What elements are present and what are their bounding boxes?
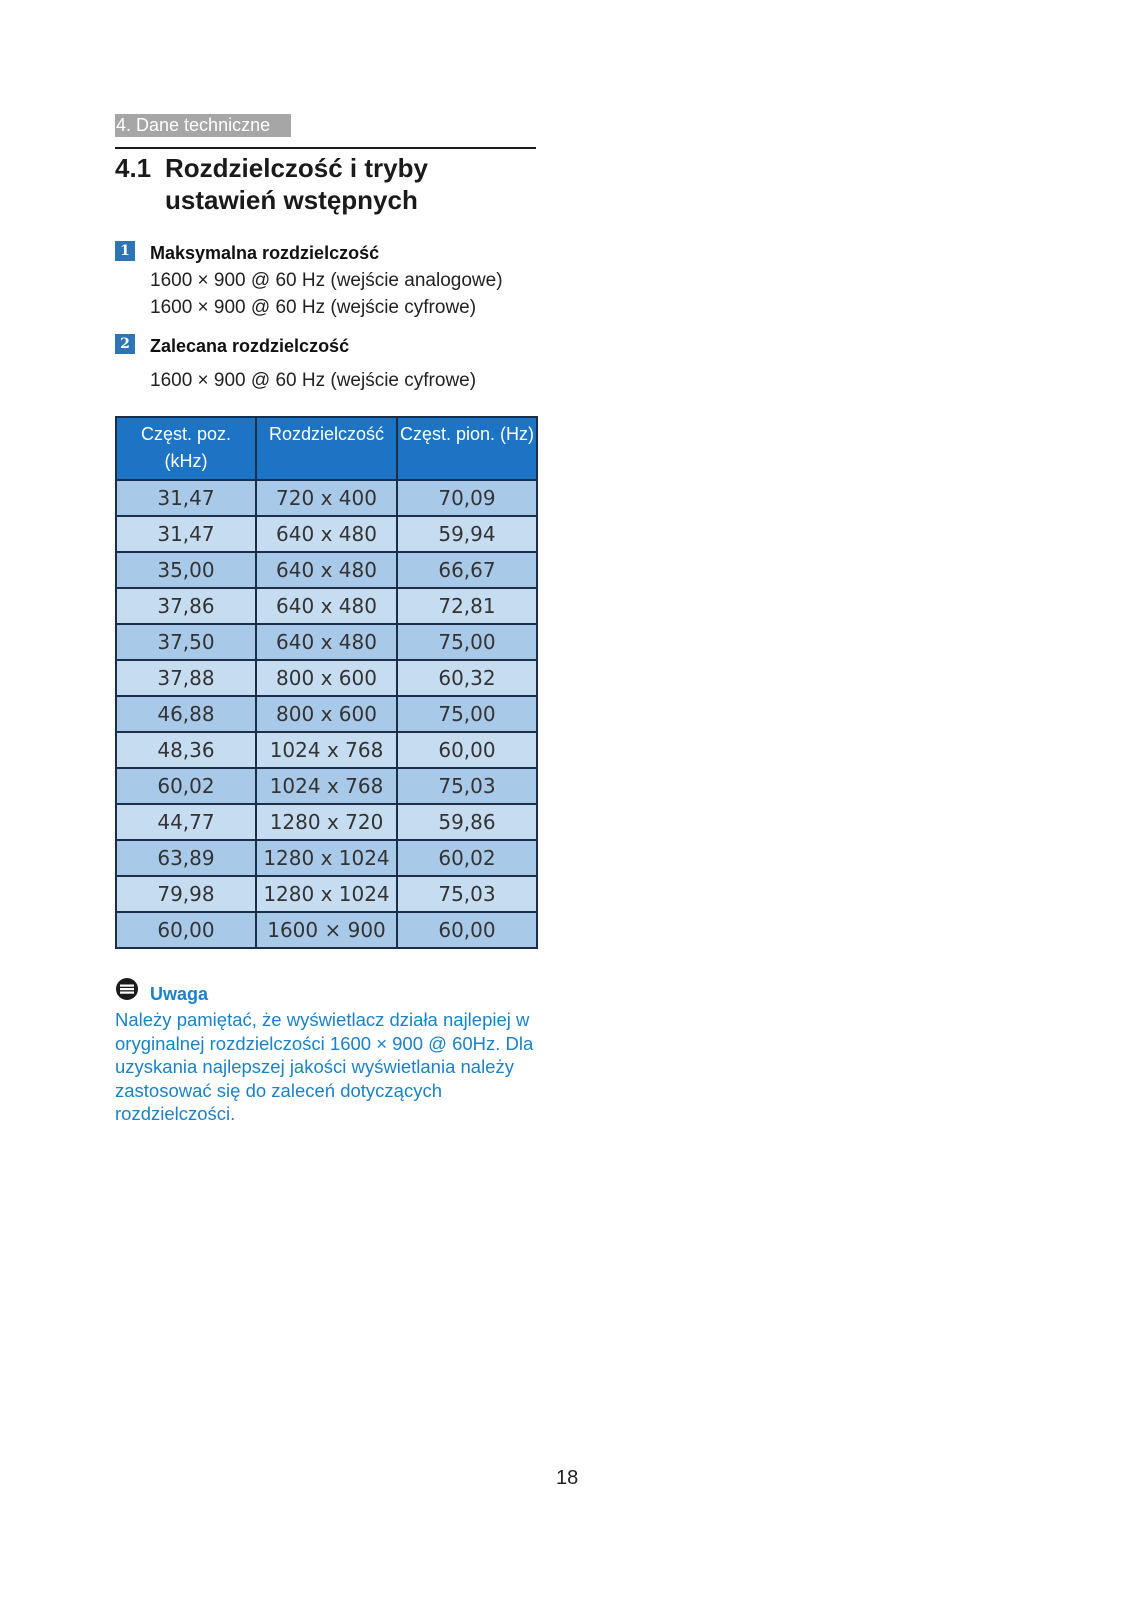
table-row xyxy=(116,480,537,516)
preset-modes-table xyxy=(115,416,538,949)
cell-vertical-frequency: 66,67 xyxy=(397,552,537,588)
section-1-badge: 1 xyxy=(115,241,135,261)
cell-vertical-frequency: 75,00 xyxy=(397,624,537,660)
table-row xyxy=(116,840,537,876)
cell-horizontal-frequency: 37,50 xyxy=(116,624,256,660)
cell-horizontal-frequency: 60,00 xyxy=(116,912,256,948)
max-resolution-title: Maksymalna rozdzielczość xyxy=(150,243,380,263)
header-vertical-frequency: Częst. pion. (Hz) xyxy=(397,417,537,480)
cell-resolution: 640 x 480 xyxy=(256,516,397,552)
header-resolution: Rozdzielczość xyxy=(256,417,397,480)
cell-resolution: 1600 × 900 xyxy=(256,912,397,948)
table-row xyxy=(116,804,537,840)
cell-resolution: 1280 x 720 xyxy=(256,804,397,840)
recommended-resolution-digital: 1600 × 900 @ 60 Hz (wejście cyfrowe) xyxy=(150,370,477,391)
table-row xyxy=(116,732,537,768)
header-horizontal-frequency: Częst. poz. (kHz) xyxy=(116,417,256,480)
table-row xyxy=(116,660,537,696)
cell-vertical-frequency: 75,03 xyxy=(397,876,537,912)
header-rule xyxy=(115,147,536,149)
table-row xyxy=(116,588,537,624)
table-row xyxy=(116,768,537,804)
note-title: Uwaga xyxy=(150,984,209,1004)
heading-number: 4.1 xyxy=(115,153,152,183)
cell-horizontal-frequency: 31,47 xyxy=(116,516,256,552)
note-icon xyxy=(115,977,139,1001)
cell-vertical-frequency: 60,00 xyxy=(397,912,537,948)
cell-resolution: 1280 x 1024 xyxy=(256,840,397,876)
cell-resolution: 800 x 600 xyxy=(256,660,397,696)
heading-title: Rozdzielczość i tryby ustawień wstępnych xyxy=(165,153,428,215)
cell-resolution: 720 x 400 xyxy=(256,480,397,516)
cell-horizontal-frequency: 31,47 xyxy=(116,480,256,516)
note-body: Należy pamiętać, że wyświetlacz działa najlepiej w oryginalnej rozdzielczości 1600 × 900 @ 60Hz. Dla uzyskania najlepszej jakości wyświetlania należy zastosować się do zaleceń dotyczących rozdzielczości. xyxy=(115,1009,534,1124)
recommended-resolution-title: Zalecana rozdzielczość xyxy=(150,336,350,356)
cell-vertical-frequency: 60,32 xyxy=(397,660,537,696)
table-header-row xyxy=(116,417,537,480)
max-resolution-digital: 1600 × 900 @ 60 Hz (wejście cyfrowe) xyxy=(150,297,477,318)
table-row xyxy=(116,876,537,912)
cell-horizontal-frequency: 46,88 xyxy=(116,696,256,732)
table-row xyxy=(116,912,537,948)
cell-resolution: 1024 x 768 xyxy=(256,732,397,768)
cell-resolution: 800 x 600 xyxy=(256,696,397,732)
table-row xyxy=(116,516,537,552)
cell-vertical-frequency: 59,86 xyxy=(397,804,537,840)
cell-horizontal-frequency: 44,77 xyxy=(116,804,256,840)
cell-resolution: 1024 x 768 xyxy=(256,768,397,804)
cell-resolution: 640 x 480 xyxy=(256,624,397,660)
cell-horizontal-frequency: 63,89 xyxy=(116,840,256,876)
cell-vertical-frequency: 60,00 xyxy=(397,732,537,768)
cell-horizontal-frequency: 60,02 xyxy=(116,768,256,804)
cell-horizontal-frequency: 48,36 xyxy=(116,732,256,768)
cell-vertical-frequency: 60,02 xyxy=(397,840,537,876)
cell-horizontal-frequency: 37,88 xyxy=(116,660,256,696)
cell-vertical-frequency: 75,00 xyxy=(397,696,537,732)
cell-resolution: 640 x 480 xyxy=(256,588,397,624)
cell-resolution: 1280 x 1024 xyxy=(256,876,397,912)
cell-vertical-frequency: 72,81 xyxy=(397,588,537,624)
cell-vertical-frequency: 59,94 xyxy=(397,516,537,552)
table-row xyxy=(116,552,537,588)
cell-horizontal-frequency: 35,00 xyxy=(116,552,256,588)
table-row xyxy=(116,696,537,732)
cell-vertical-frequency: 70,09 xyxy=(397,480,537,516)
section-tab: 4. Dane techniczne xyxy=(115,114,291,137)
cell-horizontal-frequency: 37,86 xyxy=(116,588,256,624)
cell-resolution: 640 x 480 xyxy=(256,552,397,588)
section-2-badge: 2 xyxy=(115,334,135,354)
page-number: 18 xyxy=(556,1467,579,1489)
max-resolution-analog: 1600 × 900 @ 60 Hz (wejście analogowe) xyxy=(150,270,503,291)
table-row xyxy=(116,624,537,660)
cell-horizontal-frequency: 79,98 xyxy=(116,876,256,912)
cell-vertical-frequency: 75,03 xyxy=(397,768,537,804)
